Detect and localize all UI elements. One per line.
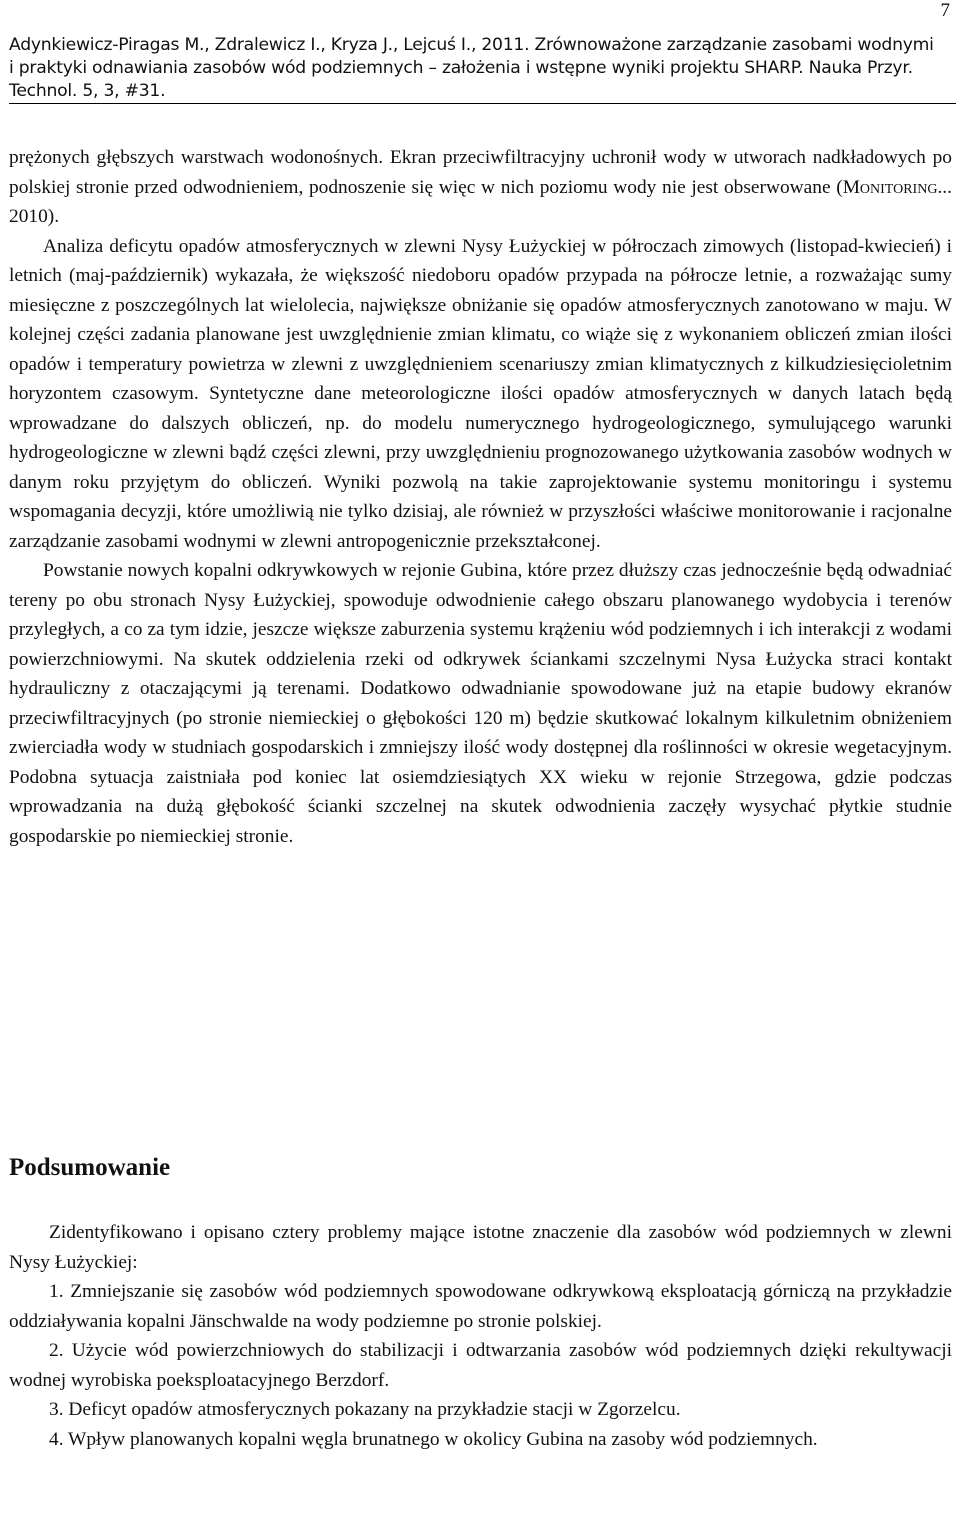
section-heading: Podsumowanie bbox=[9, 1154, 171, 1181]
paragraph-precipitation-analysis: Analiza deficytu opadów atmosferycznych w zlewni Nysy Łużyckiej w półroczach zimowych (listopad-kwiecień) i letnich (maj-październik) wykazała, że większość niedoboru opadów przypada na półrocze letnie, a rozważając sumy miesięczne z poszczególnych lat wielolecia, największe obniżanie się opadów atmosferycznych zanotowano w maju. W kolejnej części zadania planowane jest uwzględnienie zmian klimatu, co wiąże się z wykonaniem obliczeń zmian ilości opadów i temperatury powietrza w zlewni z uwzględnieniem scenariuszy zmian klimatycznych z kilkudziesięcioletnim horyzontem czasowym. Syntetyczne dane meteorologiczne ilości opadów atmosferycznych w danych latach będą wprowadzane do dalszych obliczeń, np. do modelu numerycznego hydrogeologicznego, symulującego warunki hydrogeologiczne w zlewni bądź części zlewni, przy uwzględnieniu prognozowanego użytkowania zasobów wodnych w danym roku przyjętym do obliczeń. Wyniki pozwolą na takie zaprojektowanie systemu monitoringu i systemu wspomagania decyzji, które umożliwią nie tylko dzisiaj, ale również w przyszłości właściwe monitorowanie i racjonalne zarządzanie zasobami wodnymi w zlewni antropogenicznie przekształconej. bbox=[9, 235, 952, 552]
running-header bbox=[9, 34, 956, 103]
header-line-1: Adynkiewicz-Piragas M., Zdralewicz I., Kryza J., Lejcuś I., 2011. Zrównoważone zarządzanie zasobami wodnymi bbox=[9, 35, 934, 55]
summary-item: 2. Użycie wód powierzchniowych do stabilizacji i odtwarzania zasobów wód podziemnych dzięki rekultywacji wodnej wyrobiska poeksploatacyjnego Berzdorf. bbox=[9, 1340, 952, 1391]
summary-item: 4. Wpływ planowanych kopalni węgla brunatnego w okolicy Gubina na zasoby wód podziemnych. bbox=[49, 1428, 818, 1450]
summary-section bbox=[9, 1218, 952, 1454]
body-text bbox=[9, 143, 952, 851]
header-divider bbox=[9, 103, 956, 104]
paragraph-gubin-mines: Powstanie nowych kopalni odkrywkowych w rejonie Gubina, które przez dłuższy czas jednocześnie będą odwadniać tereny po obu stronach Nysy Łużyckiej, spowoduje odwodnienie całego obszaru planowanego wydobycia i terenów przyległych, a co za tym idzie, jeszcze większe zaburzenia systemu krążeniu wód podziemnych i ich interakcji z wodami powierzchniowymi. Na skutek oddzielenia rzeki od odkrywek ściankami szczelnymi Nysa Łużycka straci kontakt hydrauliczny z otaczającymi ją terenami. Dodatkowo odwadnianie spowodowane już na etapie budowy ekranów przeciwfiltracyjnych (po stronie niemieckiej o głębokości 120 m) będzie skutkować lokalnym kilkuletnim obniżeniem zwierciadła wody w studniach gospodarskich i zmniejszy ilość wody dostępnej dla roślinności w okresie wegetacyjnym. Podobna sytuacja zaistniała pod koniec lat osiemdziesiątych XX wieku w rejonie Strzegowa, gdzie podczas wprowadzania na dużą głębokość ścianki szczelnej na skutek odwodnienia zaczęły wysychać płytkie studnie gospodarskie po niemieckiej stronie. bbox=[9, 560, 952, 847]
paragraph-text: prężonych głębszych warstwach wodonośnych. Ekran przeciwfiltracyjny uchronił wody w utworach nadkładowych po polskiej stronie przed odwodnieniem, podnoszenie się więc w nich poziomu wody nie jest obserwowane ( bbox=[9, 147, 952, 198]
header-line-3: Technol. 5, 3, #31. bbox=[9, 81, 166, 101]
summary-intro: Zidentyfikowano i opisano cztery problemy mające istotne znaczenie dla zasobów wód podziemnych w zlewni Nysy Łużyckiej: bbox=[9, 1222, 952, 1273]
summary-item: 1. Zmniejszanie się zasobów wód podziemnych spowodowane odkrywkową eksploatacją górniczą na przykładzie oddziaływania kopalni Jänschwalde na wody podziemne po stronie polskiej. bbox=[9, 1281, 952, 1332]
header-line-2: i praktyki odnawiania zasobów wód podziemnych – założenia i wstępne wyniki projektu SHARP. Nauka Przyr. bbox=[9, 58, 913, 78]
citation-small-caps: Monitoring bbox=[842, 176, 938, 198]
summary-item: 3. Deficyt opadów atmosferycznych pokazany na przykładzie stacji w Zgorzelcu. bbox=[49, 1399, 681, 1420]
paragraph-text-end: ... 2010). bbox=[9, 176, 952, 227]
paragraph-continued bbox=[9, 143, 952, 232]
page-number: 7 bbox=[940, 0, 950, 21]
